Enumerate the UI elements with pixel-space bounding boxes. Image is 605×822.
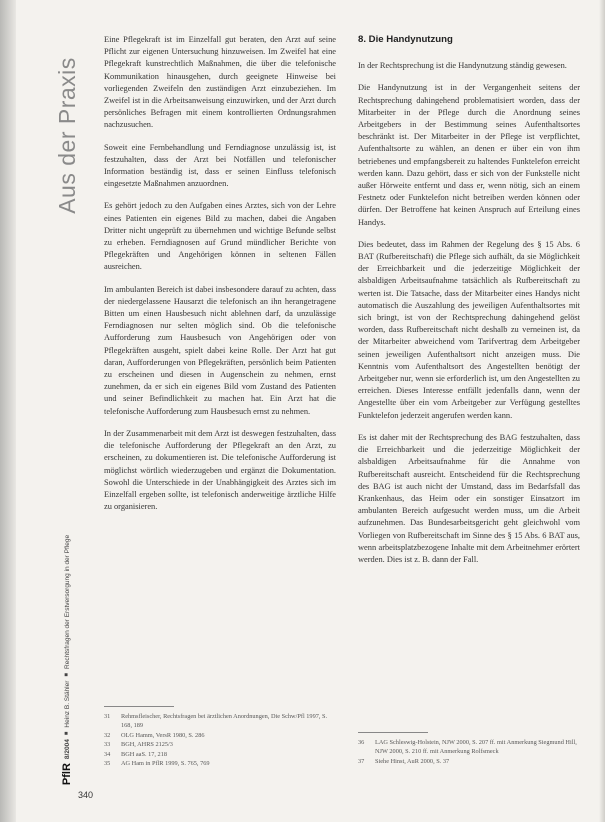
article-title: Rechtsfragen der Erstversorgung in der Pflege — [63, 534, 71, 669]
footnote-divider — [358, 732, 428, 733]
section-tab — [52, 30, 82, 240]
issue-number: 8/2004 — [63, 739, 71, 760]
paragraph: Es gehört jedoch zu den Aufgaben eines Arztes, sich von der Lehre eines Patienten ein eigenes Bild zu machen, dabei die Angaben Dritter nicht ungeprüft zu übernehmen und wichtige Befunde selbst zu erheben. Ferndiagnosen auf Grund mündlicher Berichte von Pflegekräften und Angehörigen können in seltenen Fällen ausreichen. — [104, 201, 336, 272]
footnote: 32 OLG Hamm, VersR 1980, S. 286 — [104, 731, 205, 739]
separator-square-icon: ■ — [64, 672, 70, 677]
journal-logo: PflR — [61, 763, 73, 786]
left-column — [104, 34, 336, 523]
paragraph: Im ambulanten Bereich ist dabei insbesondere darauf zu achten, dass der niedergelassene Hausarzt die telefonisch an ihn herangetragene Bitten um einen Hausbesuch nicht ablehnen darf, da unzulässige Ferndiagnosen nur selten möglich sind. Ob die telefonische Aufforderung zum Hausbesuch von Angehörigen oder von Pflegekräften ausgeht, spielt dabei keine Rolle. Der Arzt hat gut daran, Aufforderungen von Pflegekräften, persönlich beim Patienten zu erscheinen und diesen in Augenschein zu nehmen, ernst zunehmen, da er sich ein eigenes Bild vom Zustand des Patienten und seiner Befindlichkeit zu machen hat. Ein Arzt hat die telefonische Aufforderung zum Hausbesuch ernst zu nehmen. — [104, 284, 336, 416]
section-heading: 8. Die Handynutzung — [358, 34, 453, 45]
separator-square-icon: ■ — [64, 731, 70, 736]
paragraph: Soweit eine Fernbehandlung und Ferndiagnose unzulässig ist, ist festzuhalten, dass der Arzt bei Notfällen und telefonischer Information beständig ist, dass er seinen Einfluss telefonisch eingesetzte Maßnahmen anzuordnen. — [104, 142, 336, 189]
paragraph: Dies bedeutet, dass im Rahmen der Regelung des § 15 Abs. 6 BAT (Rufbereitschaft) die Pflege sich aufhält, da sie Möglichkeit der Erreichbarkeit und die jederzeitige Möglichkeit der alsbaldigen Arbeitsaufnahme tatsächlich als Rufbereitschaft zu werten ist. Die Tatsache, dass der Mitarbeiter eines Handys nicht automatisch die Auszahlung des jeweiligen Aufenthaltsortes mit sich bringt, ist von der Rechtsprechung dahingehend gelöst worden, dass Rufbereitschaft nicht deshalb zu verneinen ist, da der Mitarbeiter abweichend vom Tarifvertrag dem Arbeitgeber seinen jeweiligen Aufenthaltsort nicht anzeigen muss. Die Kenntnis vom Aufenthaltsort des Angestellten benötigt der Arbeitgeber nur, wenn sie erforderlich ist, um den Angestellten zu erreichen. Dieses Interesse entfällt jedenfalls dann, wenn der Angestellte über ein vom Arbeitgeber zur Verfügung gestelltes Funktelefon jederzeit angerufen werden kann. — [358, 239, 580, 420]
paragraph: In der Rechtsprechung ist die Handynutzung ständig gewesen. — [358, 61, 567, 71]
footnote: 34 BGH aaS. 17, 218 — [104, 750, 167, 758]
page-number: 340 — [78, 790, 94, 800]
right-column — [358, 34, 580, 576]
paragraph: Eine Pflegekraft ist im Einzelfall gut beraten, den Arzt auf seine Pflicht zur eigenen Untersuchung hinzuweisen. Im Zweifel hat eine Pflegekraft kunstrechtlich Maßnahmen, die über die telefonische Kommunikation hinausgehen, durch geeignete Hinweise bei vorliegenden Zweifeln den zuständigen Arzt einzubeziehen. Im Zweifel ist in die Arbeitsanweisung einzuwirken, und der Arzt durch persönliches Befragen mit einem kontrollierten Ordnungsrahmen nachzusuchen. — [104, 35, 336, 130]
footnotes-right — [358, 732, 580, 766]
paragraph: In der Zusammenarbeit mit dem Arzt ist deswegen festzuhalten, dass die telefonische Aufforderung der Pflegekraft an den Arzt, zu erscheinen, zu dokumentieren ist. Die telefonische Aufforderung ist möglichst wörtlich wiederzugeben und ergänzt die Dokumentation. Sowohl die Unterschiede in der Unabhängigkeit des Arztes sich im Einzelfall ergeben sollte, ist telefonisch anderweitige ärztliche Hilfe zu organisieren. — [104, 428, 336, 512]
footnote: 36 LAG Schleswig-Holstein, NJW 2000, S. 207 ff. mit Anmerkung Siegmund Hill, NJW 2000, S. 210 ff. mit Anmerkung Rolfsmeck — [358, 739, 577, 756]
footnote: 35 AG Ham in PflR 1999, S. 765, 769 — [104, 760, 210, 768]
page-edge-right — [599, 0, 605, 822]
paragraph: Es ist daher mit der Rechtsprechung des BAG festzuhalten, dass die Erreichbarkeit und die jederzeitige Möglichkeit der alsbaldigen Arbeitsaufnahme für die Annahme von Rufbereitschaft ausreicht. Entscheidend für die Rechtsprechung des BAG ist auch nicht der Umstand, dass im Bedarfsfall das Krankenhaus, das Heim oder ein sonstiger Einsatzort im ambulanten Bereich aufgesucht werden muss, um die Arbeit aufzunehmen. Das Bundesarbeitsgericht geht gleichwohl vom Vorliegen von Rufbereitschaft im Sinne des § 15 Abs. 6 BAT aus, wenn arbeitsplatzbezogene Inhalte mit dem Arbeitnehmer erörtert werden. Dies ist z. B. dann der Fall. — [358, 432, 580, 564]
section-tab-label: Aus der Praxis — [53, 56, 80, 214]
running-head — [56, 520, 78, 800]
footnote: 31 Rehmsfleischer, Rechtsfragen bei ärztlichen Anordnungen, Die Schw/Pfl 1997, S. 168, 189 — [104, 713, 328, 730]
footnotes-left — [104, 706, 336, 768]
footnote-divider — [104, 706, 174, 707]
footnote: 37 Siehe Hinst, AuR 2000, S. 37 — [358, 757, 450, 765]
page-edge-shadow — [0, 0, 16, 822]
footnote: 33 BGH, AHRS 2125/3 — [104, 741, 173, 749]
paragraph: Die Handynutzung ist in der Vergangenheit seitens der Rechtsprechung dahingehend problematisiert worden, dass der Mitarbeiter in der Pflege durch die Anordnung seines Arbeitgebers in der Bestimmung seines Aufenthaltsortes beschränkt ist. Der Mitarbeiter in der Pflege ist verpflichtet, Aufenthaltsorte zu wählen, an denen er über ein von ihm betriebenes und empfangsbereit zu haltendes Funktelefon erreicht werden kann. Dazu gehört, dass er sich von der Funkstelle nicht außer Hörweite entfernt und dass er, wenn nötig, sich an einem Festnetz oder Funktelefon nicht betreiben werden können oder dürfen. Der Betroffene hat keinen Anspruch auf Erteilung eines Handys. — [358, 83, 580, 227]
author-name: Heinz B. Stähler — [63, 680, 71, 728]
